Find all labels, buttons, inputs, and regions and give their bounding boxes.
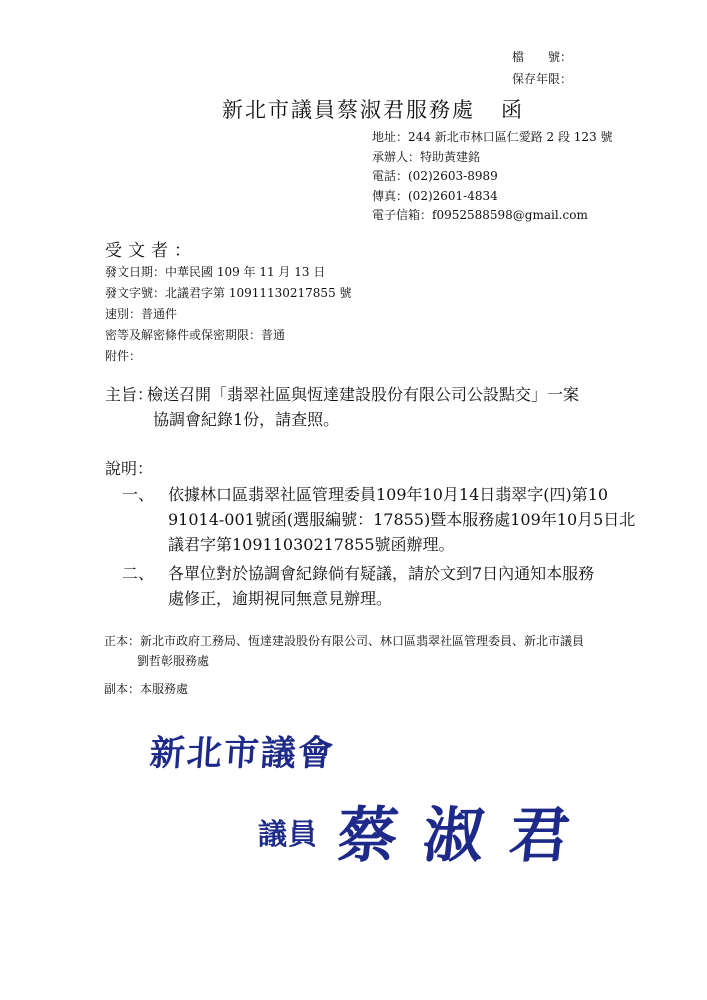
document-title [222,94,524,124]
subject-line: 協調會紀錄1份，請查照。 [153,410,340,429]
fax: 傳真：(02)2601-4834 [372,188,498,203]
document-type: 函 [501,98,524,122]
item-line: 處修正，逾期視同無意見辦理。 [168,589,393,608]
item-line: 各單位對於協調會紀錄倘有疑議，請於文到7日內通知本服務 [168,564,595,583]
recipient-label: 受文者： [105,241,197,261]
item-line: 依據林口區翡翠社區管理委員109年10月14日翡翠字(四)第10 [168,485,609,504]
council-stamp: 新北市議會 [148,733,337,774]
subject-label: 主旨： [105,385,154,404]
retention-period-label: 保存年限： [512,72,573,86]
file-meta [512,46,572,90]
subject-line: 檢送召開「翡翠社區與恆達建設股份有限公司公設點交」一案 [147,385,580,404]
item-line: 91014-001號函(選服編號：17855)暨本服務處109年10月5日北 [168,510,636,529]
address: 地址：244 新北市林口區仁愛路 2 段 123 號 [372,130,613,144]
email: 電子信箱：f0952588598@gmail.com [372,208,588,222]
explanation-label: 說明： [105,459,154,478]
issue-date: 發文日期：中華民國 109 年 11 月 13 日 [105,265,326,279]
subject [105,382,579,432]
handler: 承辦人：特助黃建銘 [372,149,481,164]
file-number-label: 檔 號： [512,50,573,64]
office-name: 新北市議員蔡淑君服務處 [222,98,475,122]
confidentiality: 密等及解密條件或保密期限：普通 [105,328,286,342]
delivery-speed: 速別：普通件 [105,307,178,321]
cc-line: 劉哲彰服務處 [137,654,210,668]
councilor-name-stamp: 蔡淑君 [333,801,600,871]
original-recipients [104,631,584,671]
phone: 電話：(02)2603-8989 [372,169,498,183]
item-line: 議君字第10911030217855號函辦理。 [168,535,455,554]
attachment: 附件： [105,349,142,363]
contact-info [372,128,613,226]
item-number: 二、 [122,564,155,583]
cc-line: 正本：新北市政府工務局、恆達建設股份有限公司、林口區翡翠社區管理委員、新北市議員 [104,634,585,648]
document-meta [105,262,352,367]
item-number: 一、 [122,485,155,504]
document-number: 發文字號：北議君字第 10911130217855 號 [105,286,352,300]
councilor-title-stamp: 議員 [258,817,319,851]
copy-recipients: 副本：本服務處 [104,682,189,696]
